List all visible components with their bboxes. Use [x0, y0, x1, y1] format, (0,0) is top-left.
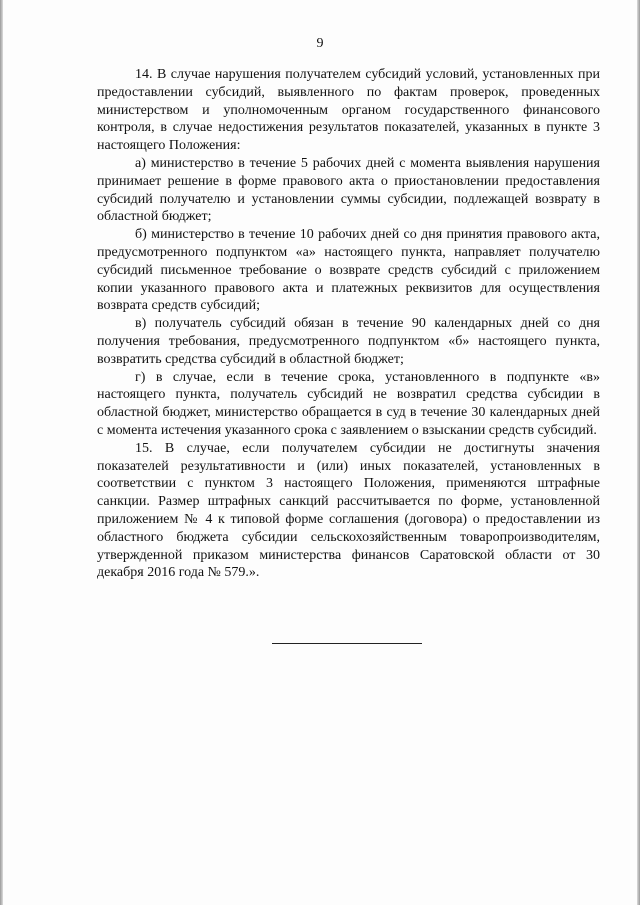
- paragraph-15: 15. В случае, если получателем субсидии не достигнуты значения показателей результативности и (или) иных показателей, установленных в соответствии с пунктом 3 настоящего Положения, применяются штрафные санкции. Размер штрафных санкций рассчитывается по форме, установленной приложением № 4 к типовой форме соглашения (договора) о предоставлении из областного бюджета субсидии сельскохозяйственным товаропроизводителям, утвержденной приказом министерства финансов Саратовской области от 30 декабря 2016 года № 579.».: [97, 440, 600, 581]
- end-separator-line: [272, 643, 422, 644]
- paragraph-14: 14. В случае нарушения получателем субсидий условий, установленных при предоставлении субсидий, выявленного по фактам проверок, проведенных министерством и уполномоченным органом государственного финансового контроля, в случае недостижения результатов показателей, указанных в пункте 3 настоящего Положения:: [97, 67, 600, 154]
- document-body: [97, 66, 600, 582]
- subparagraph-b: б) министерство в течение 10 рабочих дней со дня принятия правового акта, предусмотренного подпунктом «а» настоящего пункта, направляет получателю субсидий письменное требование о возврате средств субсидий с приложением копии указанного правового акта и платежных реквизитов для осуществления возврата средств субсидий;: [97, 227, 600, 314]
- scan-edge-left: [0, 0, 3, 905]
- subparagraph-a: а) министерство в течение 5 рабочих дней с момента выявления нарушения принимает решение в форме правового акта о приостановлении предоставления субсидий получателю и установлении суммы субсидии, подлежащей возврату в областной бюджет;: [97, 155, 600, 225]
- subparagraph-g: г) в случае, если в течение срока, установленного в подпункте «в» настоящего пункта, получатель субсидий не возвратил средства субсидии в областной бюджет, министерство обращается в суд в течение 30 календарных дней с момента истечения указанного срока с заявлением о взыскании средств субсидий.: [97, 369, 600, 438]
- page-number: 9: [316, 36, 324, 51]
- subparagraph-v: в) получатель субсидий обязан в течение 90 календарных дней со дня получения требования, предусмотренного подпунктом «б» настоящего пункта, возвратить средства субсидий в областной бюджет;: [97, 316, 600, 367]
